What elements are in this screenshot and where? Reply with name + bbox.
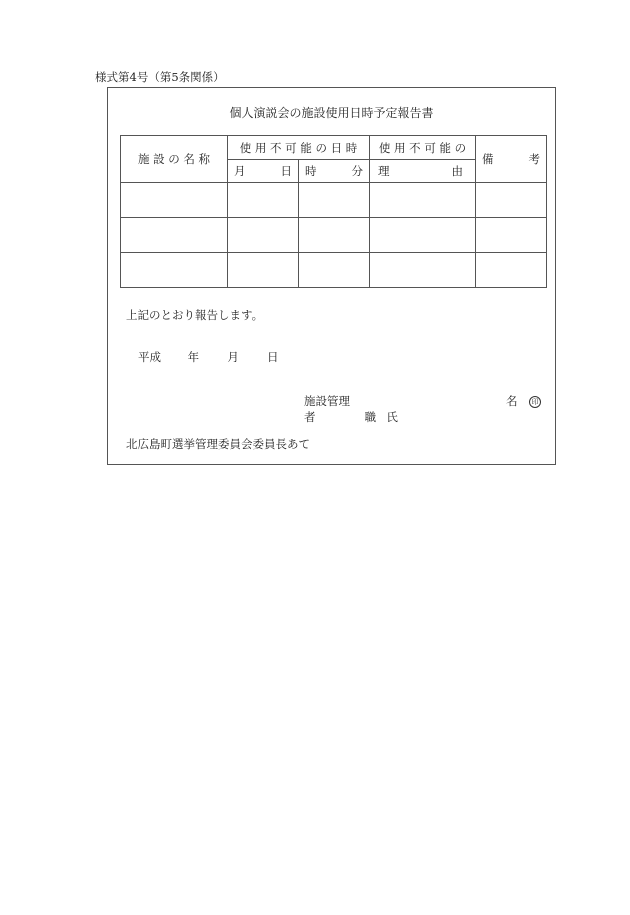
header-unavailable-datetime: 使 用 不 可 能 の 日 時 bbox=[228, 136, 370, 160]
cell-reason[interactable] bbox=[370, 183, 476, 218]
header-facility-name: 施 設 の 名 称 bbox=[121, 136, 228, 183]
facility-schedule-table bbox=[120, 135, 547, 288]
header-month-day bbox=[228, 160, 299, 183]
report-form-frame bbox=[107, 87, 556, 465]
date-day: 日 bbox=[266, 350, 279, 364]
cell-hour-minute[interactable] bbox=[299, 253, 370, 288]
cell-hour-minute[interactable] bbox=[299, 218, 370, 253]
header-reason-part-1: 理 bbox=[378, 164, 390, 178]
table-row bbox=[121, 218, 547, 253]
cell-remarks[interactable] bbox=[476, 218, 547, 253]
cell-month-day[interactable] bbox=[228, 253, 299, 288]
header-reason-part-2: 由 bbox=[451, 164, 463, 178]
header-hour: 時 bbox=[305, 164, 317, 178]
signature-line bbox=[304, 393, 398, 425]
cell-facility-name[interactable] bbox=[121, 253, 228, 288]
form-title: 個人演説会の施設使用日時予定報告書 bbox=[229, 106, 434, 120]
signature-name-end bbox=[506, 393, 541, 409]
seal-icon: 印 bbox=[529, 396, 541, 408]
report-statement: 上記のとおり報告します。 bbox=[126, 308, 264, 322]
header-remarks-part-1: 備 bbox=[482, 152, 494, 166]
table-header-row bbox=[121, 136, 547, 160]
signature-name-label-part-1: 氏 bbox=[386, 410, 398, 424]
cell-month-day[interactable] bbox=[228, 218, 299, 253]
cell-hour-minute[interactable] bbox=[299, 183, 370, 218]
signature-name-label-part-2: 名 bbox=[506, 394, 518, 408]
cell-reason[interactable] bbox=[370, 253, 476, 288]
header-hour-minute bbox=[299, 160, 370, 183]
date-era: 平成 bbox=[138, 350, 161, 364]
cell-facility-name[interactable] bbox=[121, 218, 228, 253]
header-minute: 分 bbox=[351, 164, 363, 178]
header-month: 月 bbox=[234, 164, 246, 178]
cell-month-day[interactable] bbox=[228, 183, 299, 218]
header-reason bbox=[370, 160, 476, 183]
header-remarks bbox=[476, 136, 547, 183]
cell-remarks[interactable] bbox=[476, 253, 547, 288]
table-row bbox=[121, 253, 547, 288]
addressee-line: 北広島町選挙管理委員会委員長あて bbox=[126, 437, 310, 451]
cell-reason[interactable] bbox=[370, 218, 476, 253]
date-year: 年 bbox=[187, 350, 200, 364]
signature-label: 施設管理者 bbox=[304, 394, 350, 424]
date-month: 月 bbox=[227, 350, 239, 364]
header-remarks-part-2: 考 bbox=[528, 152, 540, 166]
cell-remarks[interactable] bbox=[476, 183, 547, 218]
header-reason-top: 使 用 不 可 能 の bbox=[370, 136, 476, 160]
table-row bbox=[121, 183, 547, 218]
report-date bbox=[138, 349, 278, 365]
cell-facility-name[interactable] bbox=[121, 183, 228, 218]
header-day: 日 bbox=[280, 164, 292, 178]
form-number-label: 様式第4号（第5条関係） bbox=[95, 70, 225, 84]
signature-title-label: 職 bbox=[364, 410, 377, 424]
